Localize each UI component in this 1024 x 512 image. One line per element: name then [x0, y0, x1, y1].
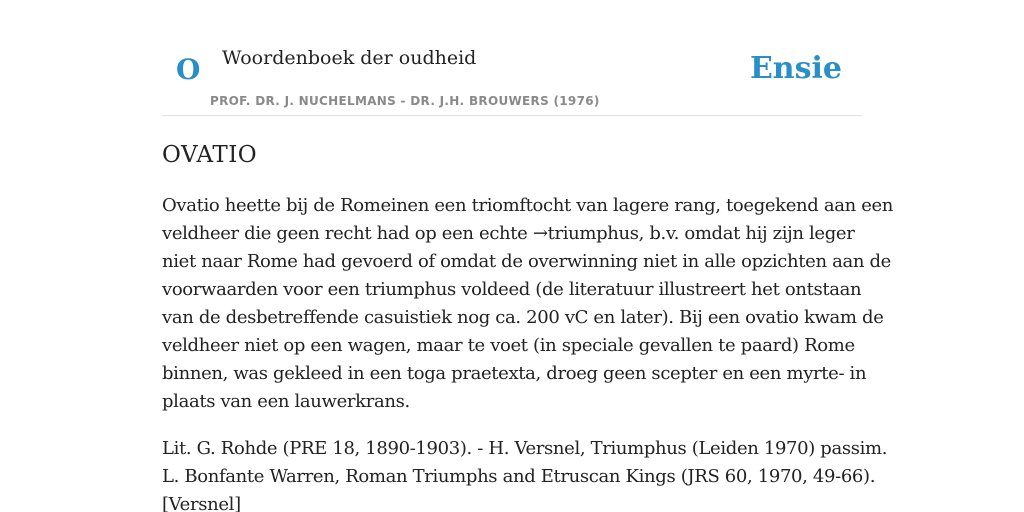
entry-title: OVATIO	[162, 142, 258, 168]
definition-line: voorwaarden voor een triumphus voldeed (de literatuur illustreert het ontstaan	[162, 279, 862, 300]
content-container	[162, 0, 894, 512]
entry-definition	[162, 192, 894, 416]
definition-line: van de desbetreffende casuistiek nog ca. 200 vC en later). Bij een ovatio kwam de	[162, 307, 884, 328]
literature-line: L. Bonfante Warren, Roman Triumphs and Etruscan Kings (JRS 60, 1970, 49-66).	[162, 466, 876, 487]
definition-line: veldheer niet op een wagen, maar te voet (in speciale gevallen te paard) Rome	[162, 335, 855, 356]
ensie-logo-link[interactable]: Ensie	[749, 51, 842, 86]
definition-line: veldheer die geen recht had op een echte →triumphus, b.v. omdat hij zijn leger	[162, 223, 855, 244]
literature-line: Lit. G. Rohde (PRE 18, 1890-1903). - H. Versnel, Triumphus (Leiden 1970) passim.	[162, 438, 888, 459]
book-title-link[interactable]: Woordenboek der oudheid	[222, 47, 477, 69]
definition-line: niet naar Rome had gevoerd of omdat de overwinning niet in alle opzichten aan de	[162, 251, 891, 272]
definition-line: binnen, was gekleed in een toga praetexta, droeg geen scepter en een myrte- in	[162, 363, 867, 384]
literature-line: [Versnel]	[162, 494, 241, 512]
definition-line: Ovatio heette bij de Romeinen een triomftocht van lagere rang, toegekend aan een	[162, 195, 894, 216]
index-letter-link[interactable]: O	[176, 53, 201, 86]
book-authors: PROF. DR. J. NUCHELMANS - DR. J.H. BROUWERS (1976)	[210, 94, 600, 108]
entry-literature	[162, 435, 888, 512]
definition-line: plaats van een lauwerkrans.	[162, 391, 410, 412]
page-header	[162, 0, 862, 116]
